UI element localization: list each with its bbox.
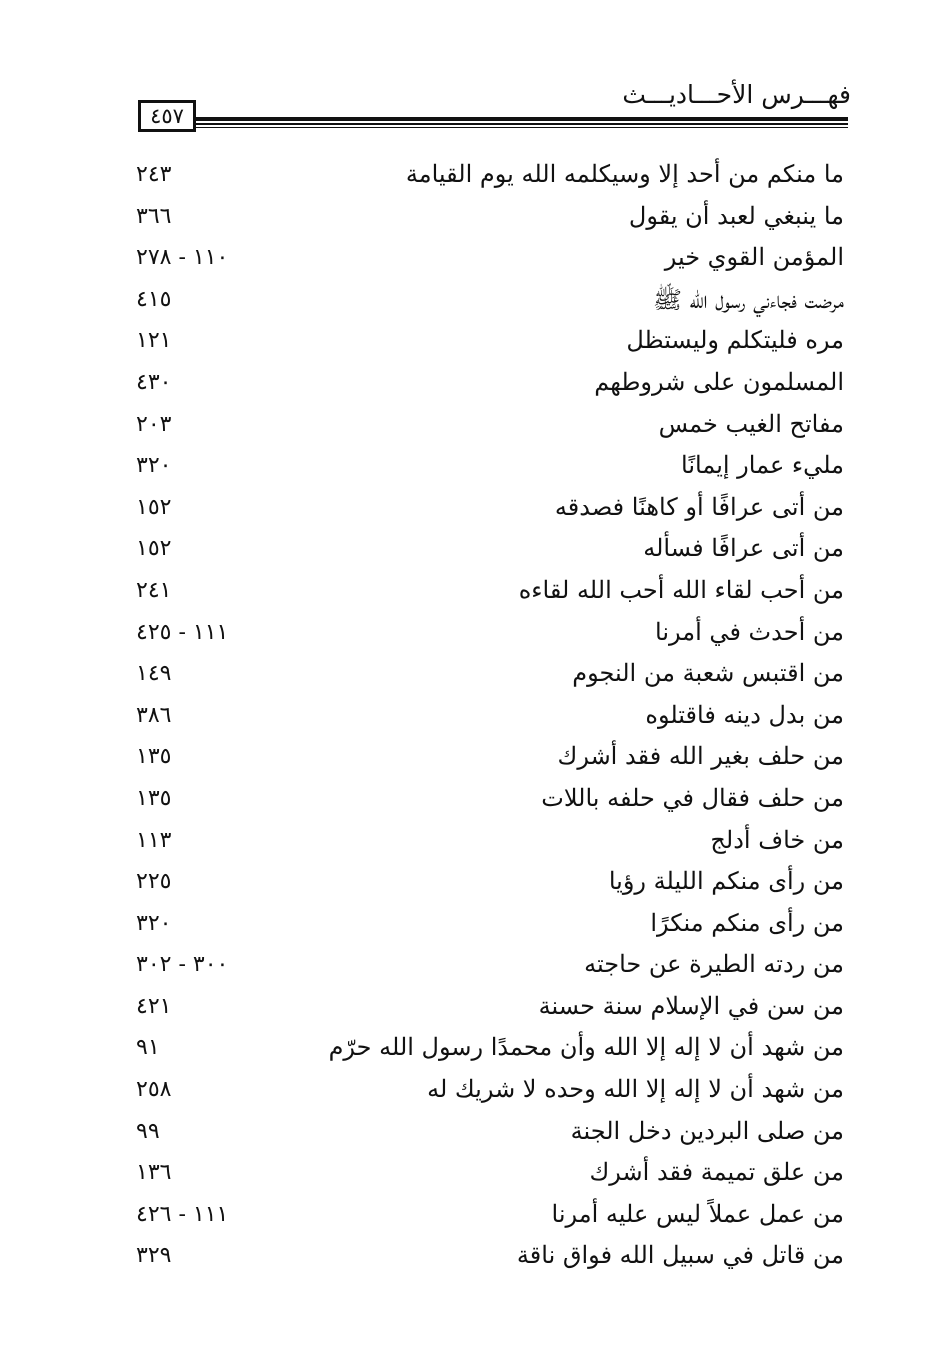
page-reference: ٩١	[136, 1035, 160, 1061]
hadith-text: ما منكم من أحد إلا وسيكلمه الله يوم القيامة	[405, 160, 844, 188]
index-entry	[0, 699, 931, 741]
index-entry	[0, 1156, 931, 1198]
page-reference: ١٢١	[136, 328, 172, 354]
hadith-text: من بدل دينه فاقتلوه	[645, 700, 844, 729]
index-entry	[0, 532, 931, 574]
page-reference: ٣٨٦	[136, 702, 172, 728]
page-reference: ١٤٩	[136, 661, 172, 687]
page-reference: ٤١٥	[136, 286, 172, 312]
index-entry	[0, 283, 931, 325]
index-entry	[0, 948, 931, 990]
page-reference: ١٥٢	[136, 494, 172, 520]
hadith-text: من علق تميمة فقد أشرك	[589, 1158, 844, 1187]
page-reference: ٢٢٥	[136, 869, 172, 895]
index-entry	[0, 1073, 931, 1115]
hadith-text: من اقتبس شعبة من النجوم	[572, 659, 844, 688]
hadith-text: من أتى عرافًا فسأله	[643, 534, 844, 563]
page-reference: ٣٠٠ - ٣٠٢	[136, 952, 229, 978]
hadith-text: من أحدث في أمرنا	[655, 617, 844, 646]
page-reference: ٩٩	[136, 1118, 160, 1144]
page-reference: ١١١ - ٤٢٦	[136, 1201, 229, 1227]
index-entry	[0, 1031, 931, 1073]
index-entry	[0, 200, 931, 242]
index-entry	[0, 408, 931, 450]
hadith-text: من سن في الإسلام سنة حسنة	[538, 991, 844, 1020]
hadith-text: ما ينبغي لعبد أن يقول	[628, 201, 844, 230]
page-reference: ٤٢١	[136, 993, 172, 1019]
page-reference: ٢٥٨	[136, 1077, 172, 1103]
hadith-text: المسلمون على شروطهم	[594, 367, 844, 396]
page-reference: ٣٦٦	[136, 203, 172, 229]
hadith-index-list	[0, 158, 931, 1281]
index-entry	[0, 1198, 931, 1240]
index-entry	[0, 865, 931, 907]
hadith-text: من أتى عرافًا أو كاهنًا فصدقه	[554, 492, 844, 521]
index-entry	[0, 740, 931, 782]
page-reference: ٢٤١	[136, 577, 172, 603]
page-number-box: ٤٥٧	[138, 100, 196, 132]
page-reference: ١١١ - ٤٢٥	[136, 619, 229, 645]
page-reference: ٢٤٣	[136, 162, 172, 187]
header-rule	[196, 123, 848, 125]
index-entry	[0, 907, 931, 949]
page-reference: ١٣٦	[136, 1160, 172, 1186]
hadith-text: من قاتل في سبيل الله فواق ناقة	[516, 1241, 844, 1270]
hadith-text: من حلف فقال في حلفه باللات	[541, 783, 844, 812]
page-reference: ١٣٥	[136, 744, 172, 770]
page-reference: ٣٢٩	[136, 1243, 172, 1269]
hadith-text: مره فليتكلم وليستظل	[626, 326, 844, 355]
page-reference: ١١٣	[136, 827, 172, 853]
page-reference: ١٥٢	[136, 536, 172, 562]
index-entry	[0, 616, 931, 658]
index-entry	[0, 824, 931, 866]
hadith-text: مفاتح الغيب خمس	[658, 409, 844, 438]
hadith-text: مرضت فجاءني رسول الله ﷺ	[652, 285, 844, 314]
index-entry	[0, 1115, 931, 1157]
index-entry	[0, 491, 931, 533]
hadith-text: من رأى منكم الليلة رؤيا	[608, 867, 844, 896]
running-header-title: فهـــرس الأحـــاديـــث	[622, 80, 851, 109]
index-entry	[0, 657, 931, 699]
page-reference: ٣٢٠	[136, 453, 172, 479]
index-entry	[0, 241, 931, 283]
index-entry	[0, 449, 931, 491]
hadith-text: من ردته الطيرة عن حاجته	[584, 950, 844, 979]
header-rule	[196, 127, 848, 128]
page-reference: ١٣٥	[136, 785, 172, 811]
hadith-text: من خاف أدلج	[710, 825, 844, 854]
index-entry	[0, 990, 931, 1032]
header-rule	[196, 117, 848, 121]
hadith-text: من شهد أن لا إله إلا الله وأن محمدًا رسول الله حرّم	[328, 1033, 844, 1062]
page-reference: ٢٠٣	[136, 411, 172, 437]
index-entry	[0, 1239, 931, 1281]
hadith-text: المؤمن القوي خير	[664, 243, 844, 272]
hadith-text: من شهد أن لا إله إلا الله وحده لا شريك له	[427, 1075, 844, 1104]
page-reference: ٣٢٠	[136, 910, 172, 936]
index-entry	[0, 324, 931, 366]
hadith-text: من عمل عملاً ليس عليه أمرنا	[551, 1199, 844, 1228]
index-entry	[0, 158, 931, 200]
hadith-text: من صلى البردين دخل الجنة	[570, 1116, 844, 1145]
hadith-text: مليء عمار إيمانًا	[681, 451, 844, 480]
hadith-text: من حلف بغير الله فقد أشرك	[557, 742, 844, 771]
index-entry	[0, 574, 931, 616]
hadith-text: من أحب لقاء الله أحب الله لقاءه	[518, 575, 844, 604]
index-entry	[0, 366, 931, 408]
page-reference: ١١٠ - ٢٧٨	[136, 245, 229, 271]
index-entry	[0, 782, 931, 824]
page-reference: ٤٣٠	[136, 369, 172, 395]
hadith-text: من رأى منكم منكرًا	[650, 908, 844, 937]
